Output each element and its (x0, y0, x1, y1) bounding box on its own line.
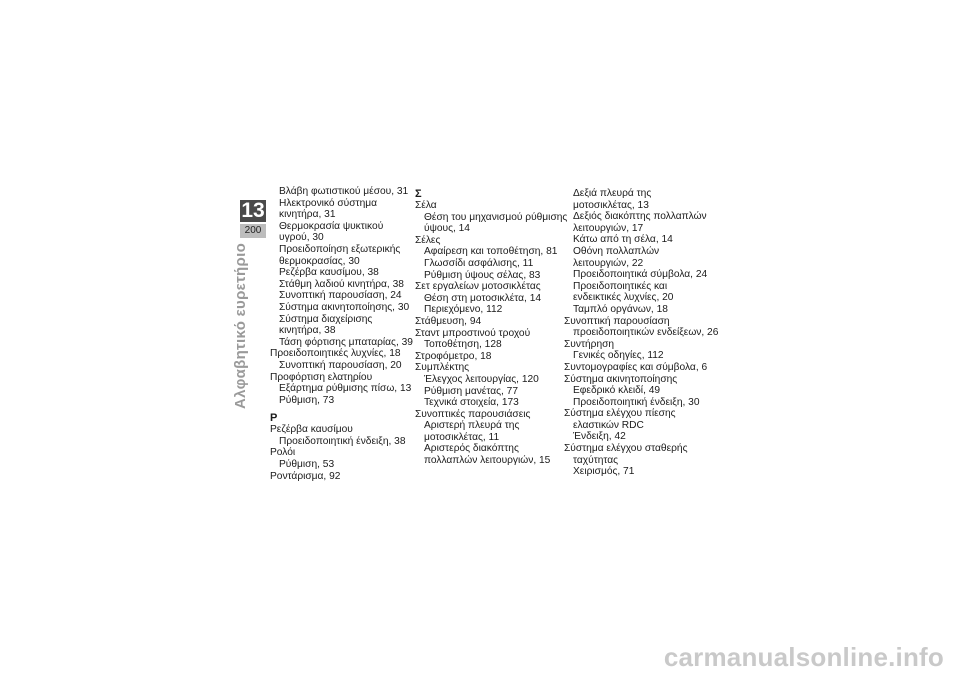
index-subentry: Έλεγχος λειτουργίας, 120 (424, 373, 539, 385)
index-subentry: θερμοκρασίας, 30 (279, 255, 360, 267)
index-subentry: Ένδειξη, 42 (573, 431, 626, 443)
index-subentry: Προειδοποιητικά σύμβολα, 24 (573, 269, 708, 281)
index-subentry: Τεχνικά στοιχεία, 173 (424, 397, 519, 409)
index-subentry: Συνοπτική παρουσίαση, 24 (279, 290, 402, 302)
index-subentry: Θέση του μηχανισμού ρύθμισης (424, 211, 568, 223)
index-subentry: Οθόνη πολλαπλών (573, 245, 660, 257)
index-subentry: Προειδοποιητική ένδειξη, 30 (573, 396, 700, 408)
chapter-number: 13 (241, 199, 265, 222)
index-subentry: Αριστερός διακόπτης (424, 443, 519, 455)
index-subentry: Ρύθμιση μανέτας, 77 (424, 385, 519, 397)
index-subentry: ύψους, 14 (424, 223, 470, 235)
watermark: carmanualsonline.info (663, 642, 944, 672)
index-subentry: Προειδοποιητική ένδειξη, 38 (279, 435, 406, 447)
index-subentry: Περιεχόμενο, 112 (424, 304, 503, 316)
index-subentry: Σύστημα διαχείρισης (279, 313, 373, 325)
index-subentry: Τάση φόρτισης μπαταρίας, 39 (279, 336, 413, 348)
index-subentry: Αφαίρεση και τοποθέτηση, 81 (424, 246, 558, 258)
index-subentry: Αριστερή πλευρά της (424, 420, 520, 432)
index-entry: Σταντ μπροστινού τροχού (415, 327, 531, 339)
index-subentry: Προειδοποιητικές και (573, 280, 668, 292)
index-column-3 (564, 188, 719, 478)
index-subentry: Ρύθμιση ύψους σέλας, 83 (424, 269, 541, 281)
index-entry: Στάθμευση, 94 (415, 315, 482, 327)
index-subentry: λειτουργιών, 17 (573, 222, 644, 234)
index-subentry: μοτοσικλέτας, 11 (424, 431, 500, 443)
index-subentry: Τοποθέτηση, 128 (424, 339, 502, 351)
index-entry: Συντομογραφίες και σύμβολα, 6 (564, 361, 708, 373)
index-entry: Σύστημα ακινητοποίησης (564, 373, 678, 385)
index-entry: Σετ εργαλείων μοτοσικλέτας (415, 281, 541, 293)
index-subentry: Ρεζέρβα καυσίμου, 38 (279, 267, 379, 279)
index-entry: Προφόρτιση ελατηρίου (270, 371, 373, 383)
index-subentry: Ηλεκτρονικό σύστημα (279, 197, 377, 209)
index-subentry: Εξάρτημα ρύθμισης πίσω, 13 (279, 383, 412, 395)
index-letter-heading: Σ (415, 188, 422, 200)
index-subentry: Θέση στη μοτοσικλέτα, 14 (424, 292, 542, 304)
index-subentry: προειδοποιητικών ενδείξεων, 26 (573, 327, 719, 339)
index-subentry: λειτουργιών, 22 (573, 257, 644, 269)
index-subentry: μοτοσικλέτας, 13 (573, 199, 649, 211)
index-entry: Συμπλέκτης (415, 362, 470, 374)
chapter-tab (240, 200, 266, 238)
index-column-2 (415, 188, 568, 467)
index-entry: Σύστημα ελέγχου σταθερής (564, 443, 688, 455)
section-side-title: Αλφαβητικό ευρετήριο (232, 242, 249, 409)
index-subentry: υγρού, 30 (279, 232, 324, 244)
index-entry: Συνοπτική παρουσίαση (564, 315, 670, 327)
index-entry: Προειδοποιητικές λυχνίες, 18 (270, 348, 401, 360)
index-entry: Σέλα (415, 200, 437, 211)
index-subentry: Προειδοποίηση εξωτερικής (279, 243, 401, 255)
index-entry: Ρεζέρβα καυσίμου (270, 424, 353, 436)
index-subentry: Θερμοκρασία ψυκτικού (279, 220, 384, 232)
index-subentry: Γενικές οδηγίες, 112 (573, 350, 664, 362)
index-subentry: Γλωσσίδι ασφάλισης, 11 (424, 257, 534, 269)
index-entry: Σύστημα ελέγχου πίεσης (564, 408, 676, 420)
index-subentry: πολλαπλών λειτουργιών, 15 (424, 455, 551, 467)
index-subentry: Ρύθμιση, 73 (279, 394, 335, 406)
index-entry: Συνοπτικές παρουσιάσεις (415, 408, 531, 420)
index-letter-heading: Ρ (270, 412, 278, 425)
index-subentry: Συνοπτική παρουσίαση, 20 (279, 359, 402, 371)
index-subentry: κινητήρα, 38 (279, 325, 336, 337)
page-number: 200 (240, 224, 266, 238)
index-subentry: κινητήρα, 31 (279, 209, 336, 221)
index-subentry: ελαστικών RDC (573, 419, 644, 431)
index-subentry: Στάθμη λαδιού κινητήρα, 38 (279, 278, 404, 290)
index-subentry: Σύστημα ακινητοποίησης, 30 (279, 301, 410, 313)
index-subentry: Ρύθμιση, 53 (279, 459, 335, 471)
index-subentry: Δεξιά πλευρά της (573, 188, 652, 199)
index-entry: Συντήρηση (564, 338, 615, 350)
index-entry: Ρολόι (270, 447, 296, 459)
index-subentry: Δεξιός διακόπτης πολλαπλών (573, 211, 707, 223)
index-subentry: Εφεδρικό κλειδί, 49 (573, 385, 661, 397)
index-entry: Ροντάρισμα, 92 (270, 470, 341, 482)
index-subentry: Ταμπλό οργάνων, 18 (573, 303, 668, 315)
index-subentry: Χειρισμός, 71 (573, 466, 635, 478)
index-column-1 (270, 186, 420, 482)
index-subentry: Κάτω από τη σέλα, 14 (573, 234, 673, 246)
index-entry: Στροφόμετρο, 18 (415, 350, 492, 362)
index-entry: Σέλες (415, 234, 441, 246)
index-subentry: ταχύτητας (573, 454, 619, 466)
index-subentry: Βλάβη φωτιστικού μέσου, 31 (279, 186, 409, 197)
index-subentry: ενδεικτικές λυχνίες, 20 (573, 292, 674, 304)
